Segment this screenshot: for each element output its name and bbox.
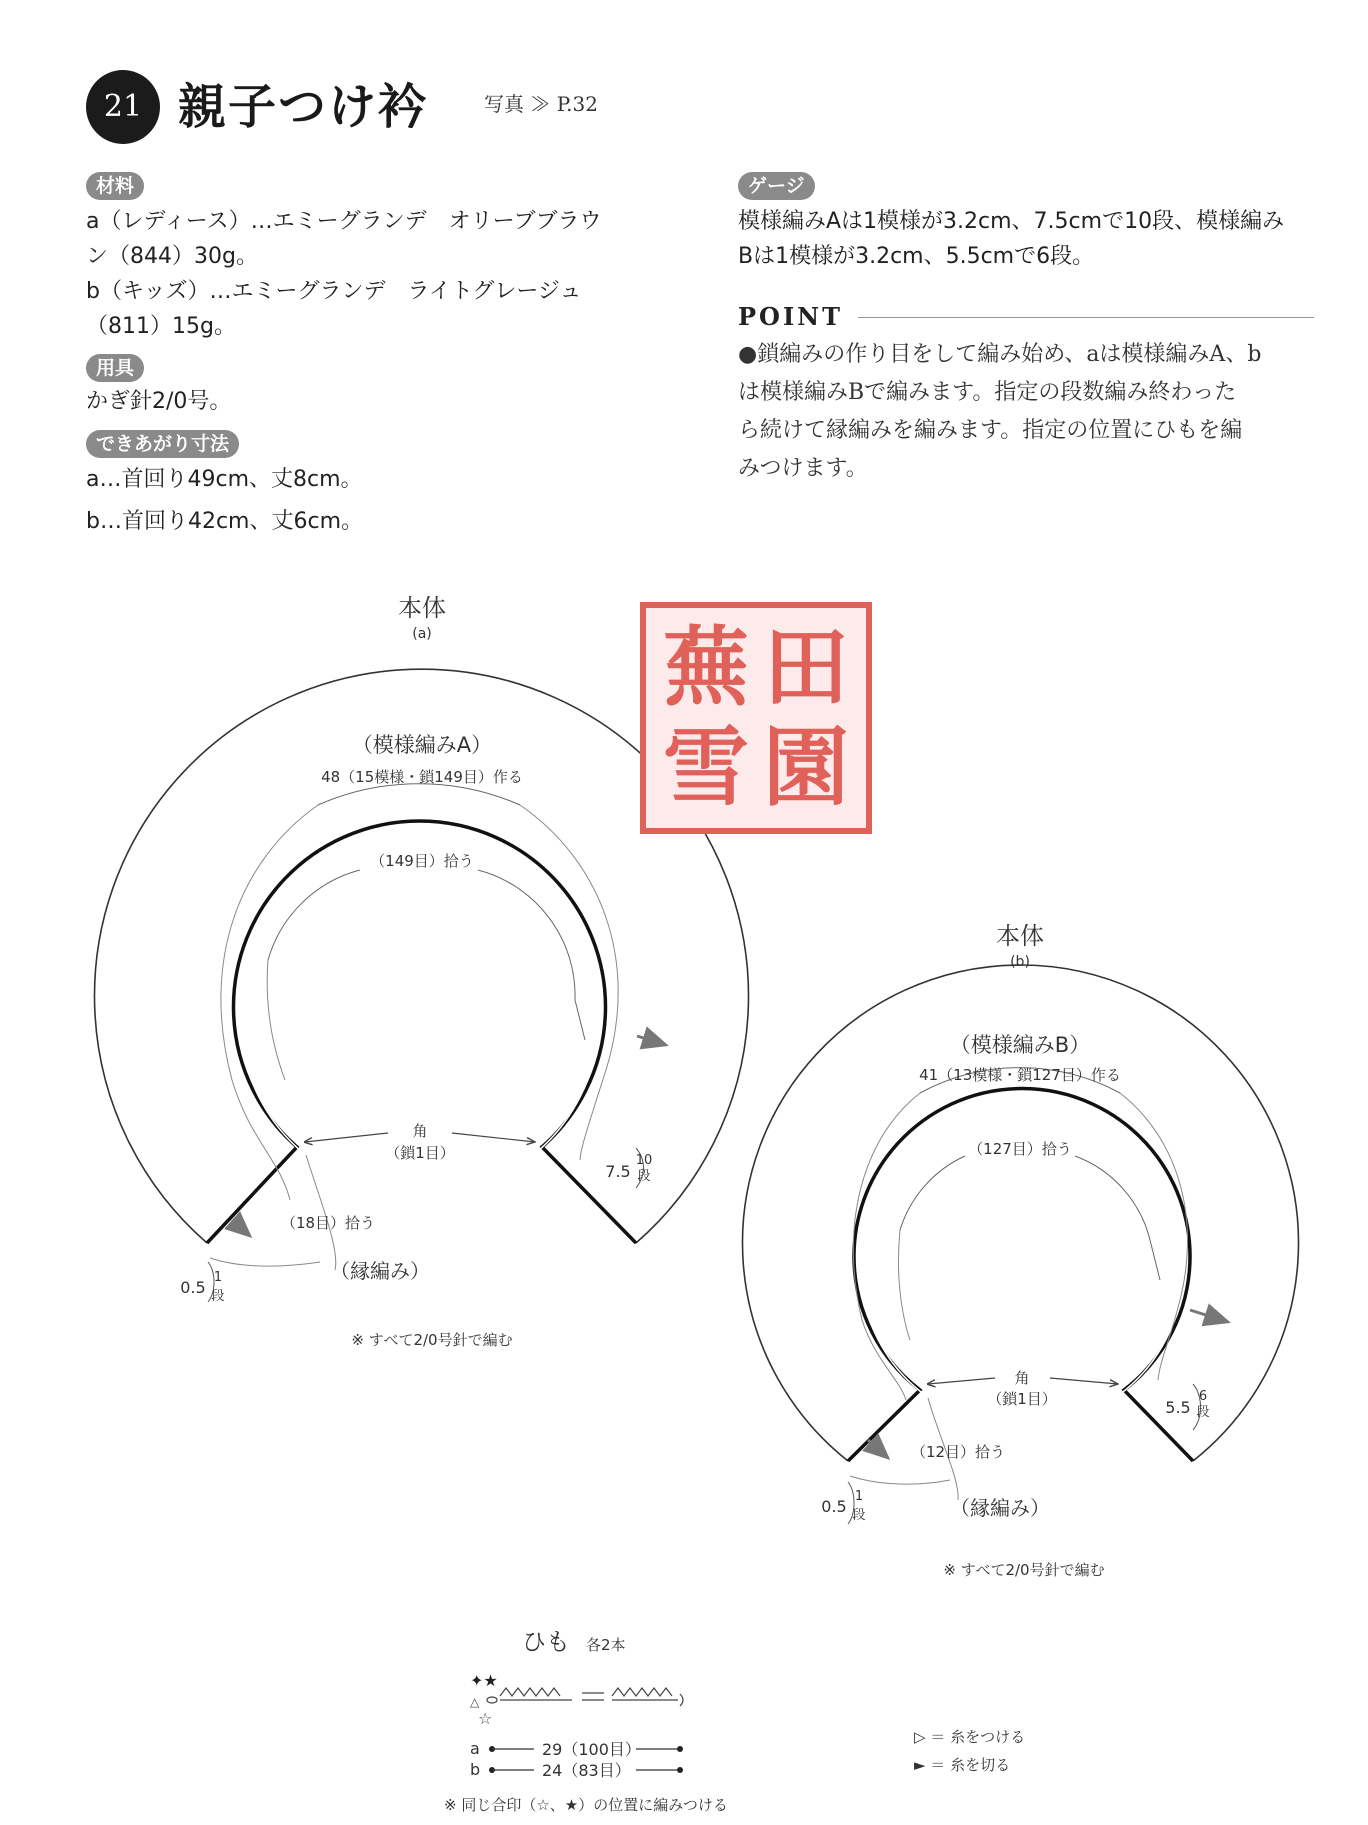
collar-b-corner-sub: （鎖1目） bbox=[987, 1390, 1057, 1408]
collar-a-rows-unit: 段 bbox=[637, 1169, 651, 1184]
seal-stamp bbox=[640, 602, 872, 834]
tools-text: かぎ針2/0号。 bbox=[86, 389, 232, 414]
pattern-number-badge: 21 bbox=[86, 70, 160, 144]
legend-attach: ▷ ＝ 糸をつける bbox=[914, 1728, 1026, 1746]
collar-a-edge-rows-label: 1 bbox=[213, 1270, 223, 1285]
seal-character: 田 bbox=[763, 617, 849, 718]
collar-b-title: 本体 bbox=[996, 922, 1044, 950]
point-line: は模様編みBで編みます。指定の段数編み終わった bbox=[738, 380, 1237, 405]
collar-b-rows-label: 6 bbox=[1198, 1389, 1208, 1404]
attach-marker-icon: △ bbox=[470, 1695, 480, 1709]
collar-b-pickup-label: （127目）拾う bbox=[968, 1140, 1072, 1158]
collar-b-edge-depth-label: 0.5 bbox=[821, 1497, 847, 1516]
cord-note: ※ 同じ合印（☆、★）の位置に編みつける bbox=[444, 1796, 728, 1814]
collar-b-corner-label: 角 bbox=[1014, 1369, 1030, 1387]
collar-a-edging-label: （縁編み） bbox=[330, 1259, 430, 1283]
point-title: POINT bbox=[738, 302, 843, 331]
finished-size-a: a…首回り49cm、丈8cm。 bbox=[86, 467, 363, 492]
page-title: 親子つけ衿 bbox=[178, 79, 429, 135]
finished-size-tag: できあがり寸法 bbox=[86, 430, 239, 458]
seal-character: 雪 bbox=[663, 717, 749, 818]
collar-a-corner-sub: （鎖1目） bbox=[385, 1144, 455, 1162]
seal-character: 園 bbox=[763, 717, 849, 818]
collar-b-subtitle: (b) bbox=[1010, 954, 1030, 970]
materials-line: a（レディース）…エミーグランデ オリーブブラウ bbox=[86, 209, 602, 234]
cord-b-length: 24（83目） bbox=[542, 1761, 631, 1780]
point-line: ら続けて縁編みを編みます。指定の位置にひもを編 bbox=[738, 418, 1243, 443]
photo-reference: 写真 ≫ P.32 bbox=[484, 92, 598, 116]
collar-a-depth-label: 7.5 bbox=[605, 1162, 631, 1181]
cord-diagram bbox=[444, 1628, 728, 1814]
star-filled-icon: ✦★ bbox=[470, 1671, 498, 1690]
collar-b-depth-label: 5.5 bbox=[1165, 1398, 1191, 1417]
seal-character: 蕪 bbox=[663, 617, 749, 718]
collar-b-rows-unit: 段 bbox=[1196, 1405, 1210, 1420]
materials-line: b（キッズ）…エミーグランデ ライトグレージュ bbox=[86, 279, 582, 304]
materials-line: （811）15g。 bbox=[86, 314, 236, 339]
collar-b-edge-rows-label: 1 bbox=[854, 1489, 864, 1504]
collar-a-pattern-label: （模様編みA） bbox=[351, 733, 493, 757]
collar-a-cast-on-label: 48（15模様・鎖149目）作る bbox=[321, 768, 523, 786]
collar-a-corner-label: 角 bbox=[412, 1122, 428, 1140]
materials-line: ン（844）30g。 bbox=[86, 244, 258, 269]
gauge-tag: ゲージ bbox=[738, 172, 815, 200]
collar-a-title: 本体 bbox=[398, 594, 446, 622]
collar-b-edging-label: （縁編み） bbox=[950, 1496, 1050, 1520]
cord-b-label: b bbox=[470, 1760, 481, 1779]
point-line: みつけます。 bbox=[738, 456, 868, 481]
legend-cut: ► ＝ 糸を切る bbox=[914, 1756, 1011, 1774]
gauge-line: Bは1模様が3.2cm、5.5cmで6段。 bbox=[738, 244, 1095, 269]
collar-a-pickup-label: （149目）拾う bbox=[370, 852, 474, 870]
materials-tag: 材料 bbox=[86, 172, 144, 200]
cord-title: ひも bbox=[522, 1628, 570, 1656]
tools-tag: 用具 bbox=[86, 354, 144, 382]
point-line: ●鎖編みの作り目をして編み始め、aは模様編みA、b bbox=[738, 342, 1262, 367]
collar-b-edge-pickup-label: （12目）拾う bbox=[910, 1443, 1006, 1461]
collar-a-edge-pickup-label: （18目）拾う bbox=[280, 1214, 376, 1232]
cord-a-label: a bbox=[470, 1739, 480, 1758]
cord-chart-symbols bbox=[487, 1688, 683, 1706]
cord-qty: 各2本 bbox=[586, 1636, 626, 1654]
collar-b-note: ※ すべて2/0号針で編む bbox=[943, 1561, 1105, 1579]
collar-b-edge-rows-unit: 段 bbox=[852, 1508, 866, 1523]
collar-b-pattern-label: （模様編みB） bbox=[949, 1033, 1091, 1057]
collar-a-edge-depth-label: 0.5 bbox=[180, 1278, 206, 1297]
cord-a-length: 29（100目） bbox=[542, 1740, 641, 1759]
star-outline-icon: ☆ bbox=[478, 1709, 493, 1728]
collar-a-edge-rows-unit: 段 bbox=[211, 1289, 225, 1304]
finished-size-b: b…首回り42cm、丈6cm。 bbox=[86, 509, 364, 534]
collar-b-diagram bbox=[743, 922, 1299, 1579]
collar-a-rows-label: 10 bbox=[635, 1153, 653, 1168]
collar-b-cast-on-label: 41（13模様・鎖127目）作る bbox=[919, 1066, 1121, 1084]
collar-a-note: ※ すべて2/0号針で編む bbox=[351, 1331, 513, 1349]
gauge-line: 模様編みAは1模様が3.2cm、7.5cmで10段、模様編み bbox=[738, 209, 1285, 234]
collar-a-subtitle: (a) bbox=[412, 626, 432, 642]
